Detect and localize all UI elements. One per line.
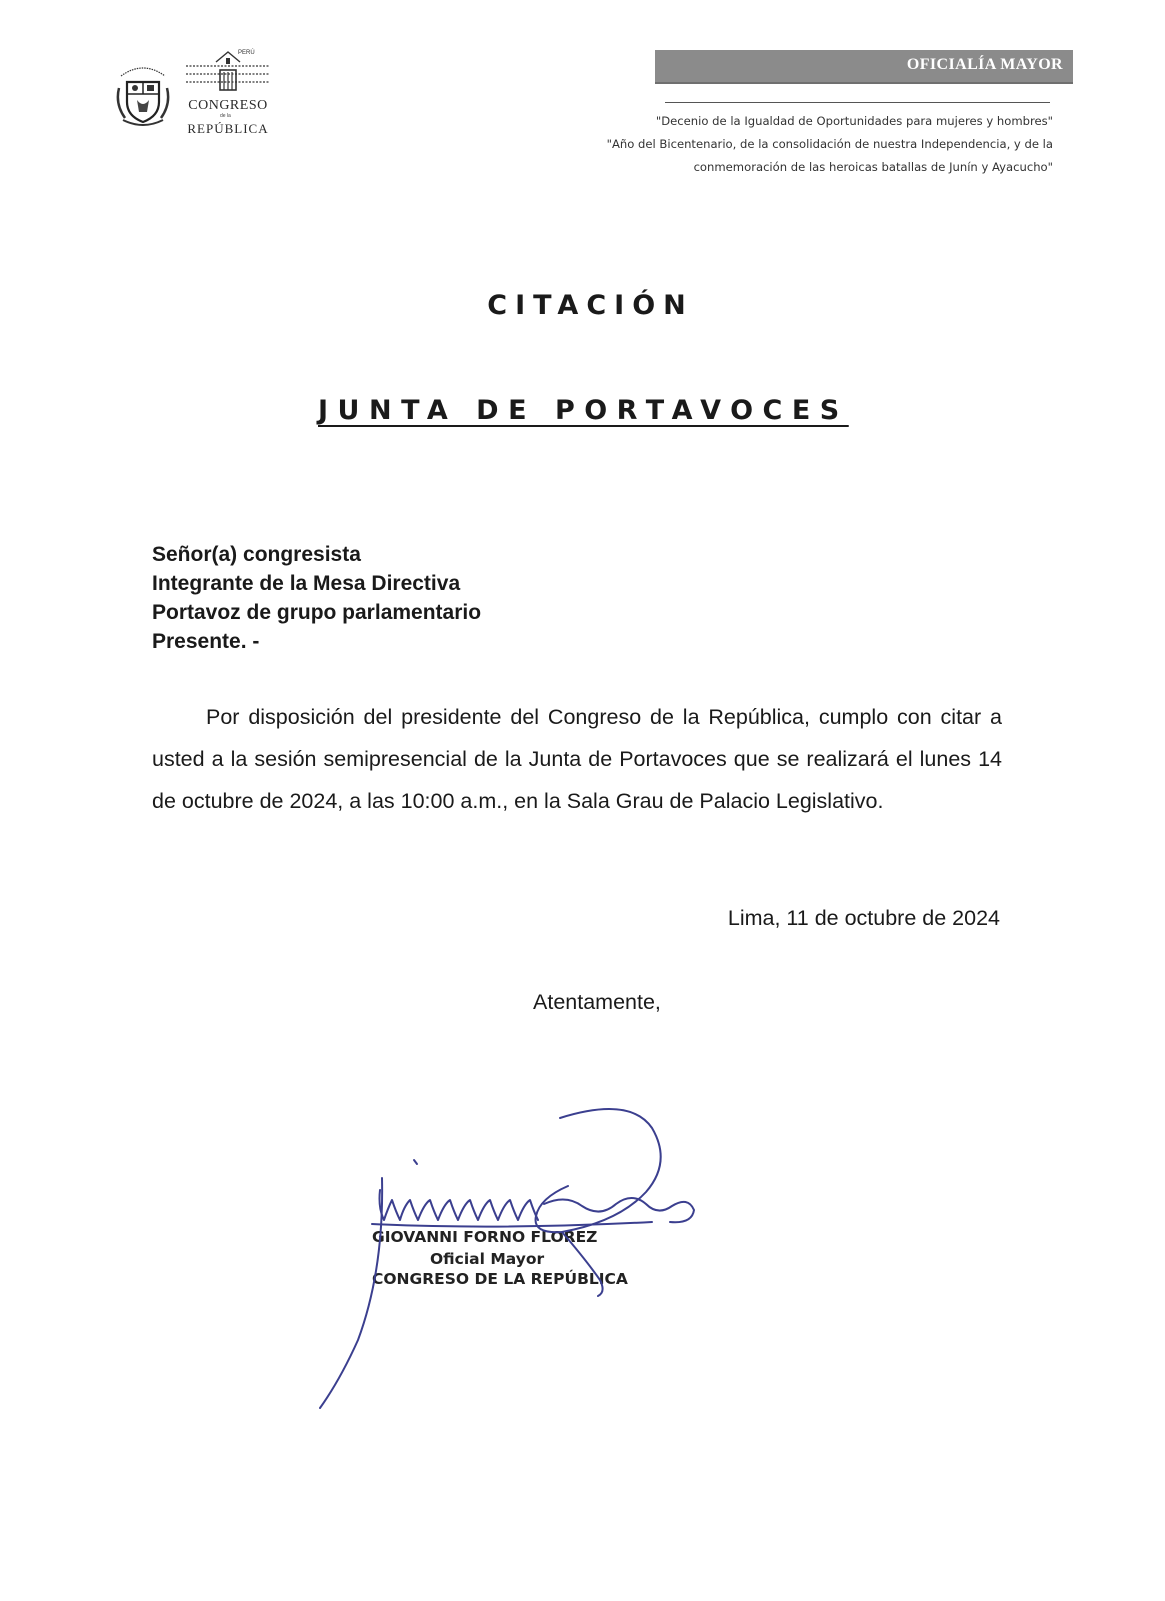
addressee-line: Portavoz de grupo parlamentario — [152, 601, 482, 624]
stamp-name: GIOVANNI FORNO FLOREZ — [372, 1228, 598, 1246]
addressee-line: Integrante de la Mesa Directiva — [152, 572, 461, 595]
addressee-line: Señor(a) congresista — [152, 543, 361, 566]
logo-congreso-text: CONGRESO — [188, 98, 268, 113]
document-title: CITACIÓN — [487, 290, 694, 321]
office-header-bar — [655, 50, 1073, 84]
closing-text: Atentamente, — [533, 990, 661, 1014]
motto-line: "Año del Bicentenario, de la consolidación de nuestra Independencia, y de la — [606, 137, 1053, 151]
stamp-institution: CONGRESO DE LA REPÚBLICA — [372, 1270, 628, 1288]
stamp-position: Oficial Mayor — [430, 1250, 545, 1268]
handwritten-signature — [300, 1100, 720, 1420]
coat-of-arms-icon — [113, 58, 173, 130]
motto-line: "Decenio de la Igualdad de Oportunidades para mujeres y hombres" — [655, 114, 1053, 128]
motto-line: conmemoración de las heroicas batallas de Junín y Ayacucho" — [693, 160, 1053, 174]
logo-dela-text: de la — [220, 113, 231, 119]
logo-republica-text: REPÚBLICA — [187, 121, 269, 136]
office-label: OFICIALÍA MAYOR — [906, 56, 1063, 73]
congreso-logo — [180, 48, 276, 140]
header-divider — [665, 102, 1050, 103]
document-subtitle: JUNTA DE PORTAVOCES — [318, 395, 849, 426]
addressee-line: Presente. - — [152, 630, 260, 653]
date-line: Lima, 11 de octubre de 2024 — [727, 906, 1000, 930]
palace-icon — [180, 48, 276, 96]
body-paragraph: Por disposición del presidente del Congreso de la República, cumplo con citar a usted a la sesión semipresencial de la Junta de Portavoces que se realizará el lunes 14 de octubre de 2024, a las 10:00 a.m., en la Sala Grau de Palacio Legislativo. — [152, 705, 1002, 813]
logo-peru-text: PERÚ — [238, 50, 255, 56]
